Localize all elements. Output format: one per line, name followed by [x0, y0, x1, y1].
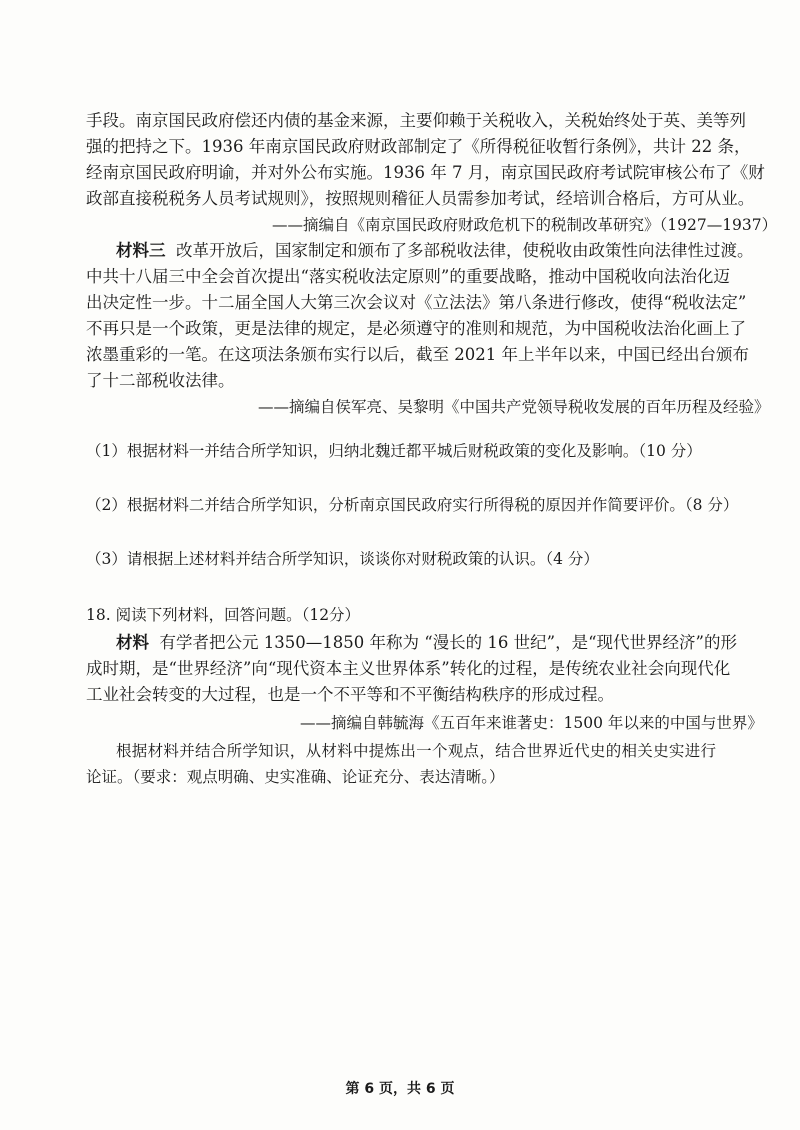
question-18-heading: 18. 阅读下列材料，回答问题。（12分） [86, 606, 361, 624]
material2-line-1: 手段。南京国民政府偿还内债的基金来源，主要仰赖于关税收入，关税始终处于英、美等列 [86, 111, 746, 130]
q18-task-line-1: 根据材料并结合所学知识，从材料中提炼出一个观点，结合世界近代史的相关史实进行 [116, 742, 716, 760]
q18-material-label: 材料 [116, 633, 149, 652]
q18-material-line-2: 工业社会转变的大过程，也是一个不平等和不平衡结构秩序的形成过程。 [86, 685, 614, 704]
q18-material-line-1: 成时期，是“世界经济”向“现代资本主义世界体系”转化的过程，是传统农业社会向现代化 [86, 659, 731, 678]
question-17-3: （3）请根据上述材料并结合所学知识，谈谈你对财税政策的认识。（4 分） [86, 550, 599, 568]
material3-source: ——摘编自侯军亮、吴黎明《中国共产党领导税收发展的百年历程及经验》 [258, 398, 770, 416]
material3-first-line: 材料三 改革开放后，国家制定和颁布了多部税收法律，使税收由政策性向法律性过渡。 [116, 241, 754, 260]
material3-line-2: 出决定性一步。十二届全国人大第三次会议对《立法法》第八条进行修改，使得“税收法定” [86, 293, 747, 312]
question-17-1: （1）根据材料一并结合所学知识，归纳北魏迁都平城后财税政策的变化及影响。（10 分） [86, 442, 702, 460]
material3-line-3: 不再只是一个政策，更是法律的规定，是必须遵守的准则和规范，为中国税收法治化画上了 [86, 319, 746, 338]
page-footer: 第 6 页，共 6 页 [345, 1081, 455, 1097]
q18-task-line-2: 论证。（要求：观点明确、史实准确、论证充分、表达清晰。） [86, 768, 505, 786]
question-17-2: （2）根据材料二并结合所学知识，分析南京国民政府实行所得税的原因并作简要评价。（8 分） [86, 496, 739, 514]
material3-line-5: 了十二部税收法律。 [86, 371, 235, 390]
material2-line-3: 经南京国民政府明谕，并对外公布实施。1936 年 7 月，南京国民政府考试院审核公布了《财 [86, 163, 765, 182]
q18-source: ——摘编自韩毓海《五百年来谁著史：1500 年以来的中国与世界》 [300, 714, 763, 732]
material2-source: ——摘编自《南京国民政府财政危机下的税制改革研究》（1927—1937） [272, 216, 778, 234]
material3-label: 材料三 [116, 241, 166, 260]
material3-line-4: 浓墨重彩的一笔。在这项法条颁布实行以后，截至 2021 年上半年以来，中国已经出台颁布 [86, 345, 749, 364]
q18-material-first-line: 材料 有学者把公元 1350—1850 年称为 “漫长的 16 世纪”，是“现代世界经济”的形 [116, 633, 737, 652]
material2-line-4: 政部直接税税务人员考试规则》，按照规则稽征人员需参加考试，经培训合格后，方可从业。 [86, 189, 755, 208]
material3-line-1: 中共十八届三中全会首次提出“落实税收法定原则”的重要战略，推动中国税收向法治化迈 [86, 267, 730, 286]
material2-line-2: 强的把持之下。1936 年南京国民政府财政部制定了《所得税征收暂行条例》，共计 22 条， [86, 137, 751, 156]
